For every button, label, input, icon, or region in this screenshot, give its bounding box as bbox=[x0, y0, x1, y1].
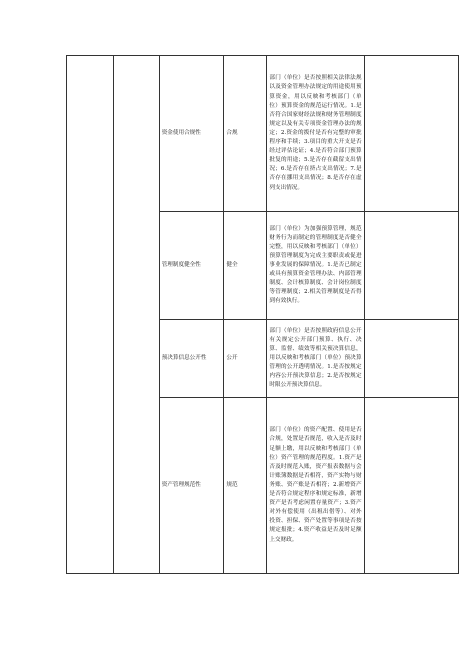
indicator-name: 预决算信息公开性 bbox=[159, 320, 224, 398]
indicator-name: 资产管理规范性 bbox=[159, 398, 224, 574]
score-cell bbox=[364, 212, 458, 320]
indicator-criteria: 部门（单位）的资产配置、使用是否合规，处置是否规范，收入是否及时足额上缴，用以反映和考核部门（单位）资产管理的规范程度。1.资产是否及时规范入账，资产报表数据与会计账簿数据是否相符，资产实物与财务账、资产账是否相符；2.新增资产是否符合规定程序和规定标准，新增资产是否考虑闲置存量资产；3.资产对外有偿使用（出租出借等）、对外投资、担保、资产处置等事项是否按规定报批；4.资产收益是否及时足额上交财政。 bbox=[267, 398, 364, 574]
level2-cell bbox=[113, 56, 159, 574]
indicator-key: 合规 bbox=[224, 56, 267, 212]
indicator-key: 规范 bbox=[224, 398, 267, 574]
indicator-key: 公开 bbox=[224, 320, 267, 398]
indicator-name: 资金使用合规性 bbox=[159, 56, 224, 212]
indicator-criteria: 部门（单位）是否按照政府信息公开有关规定公开部门预算、执行、决算、监督、绩效等相关预决算信息，用以反映和考核部门（单位）预决算管理的公开透明情况。1.是否按规定内容公开预决算信息；2.是否按规定时限公开预决算信息。 bbox=[267, 320, 364, 398]
indicator-criteria: 部门（单位）是否按照相关法律法规以及资金管理办法规定的用途使用预算资金，用以反映和考核部门（单位）预算资金的规范运行情况。1.是否符合国家财经法规和财务管理制度规定以及有关专项资金管理办法的规定；2.资金的拨付是否有完整的审批程序和手续；3.项目的重大开支是否经过评估论证；4.是否符合部门预算批复的用途；5.是否存在截留支出情况；6.是否存在挤占支出情况；7.是否存在挪用支出情况；8.是否存在虚列支出情况。 bbox=[267, 56, 364, 212]
level1-cell bbox=[67, 56, 114, 574]
indicator-name: 管理制度健全性 bbox=[159, 212, 224, 320]
evaluation-table bbox=[66, 55, 459, 574]
score-cell bbox=[364, 56, 458, 212]
table-row bbox=[67, 56, 459, 212]
score-cell bbox=[364, 320, 458, 398]
indicator-criteria: 部门（单位）为加强预算管理，规范财务行为而制定的管理制度是否健全完整，用以反映和考核部门（单位）预算管理制度为完成主要职责或促进事业发展的保障情况。1.是否已制定或具有预算资金管理办法、内部管理制度、会计核算制度、会计岗位制度等管理制度；2.相关管理制度是否得到有效执行。 bbox=[267, 212, 364, 320]
score-cell bbox=[364, 398, 458, 574]
indicator-key: 健全 bbox=[224, 212, 267, 320]
